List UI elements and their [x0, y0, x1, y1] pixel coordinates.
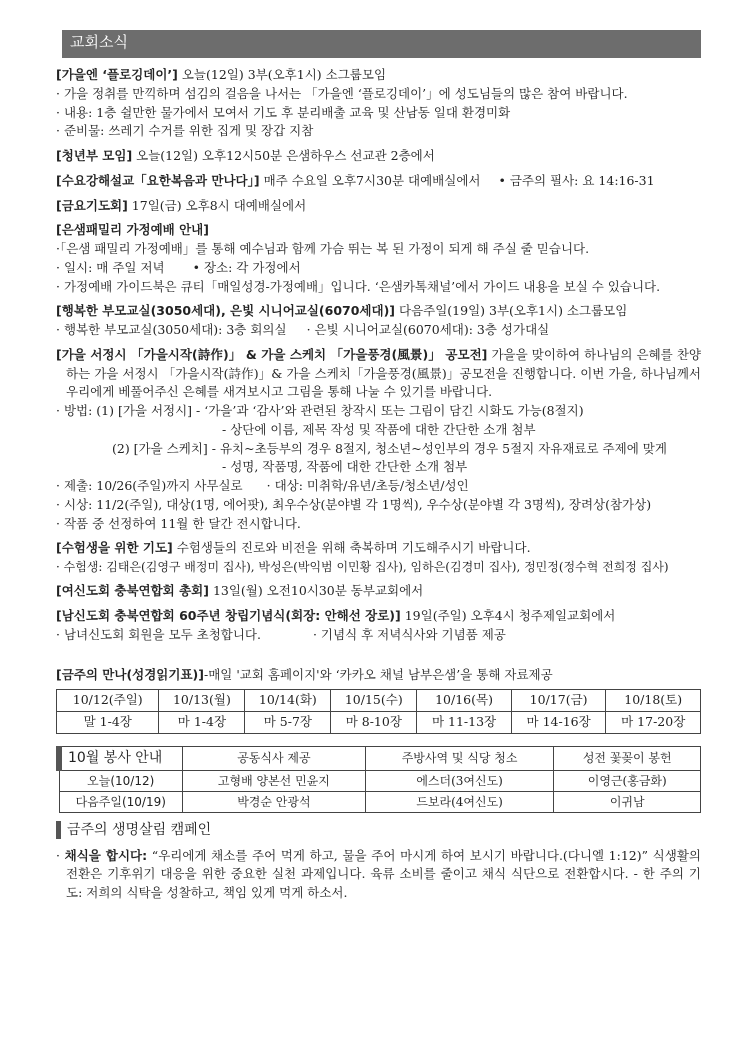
notice-text: 19일(주일) 오후4시 청주제일교회에서	[400, 607, 616, 623]
notice-title: [가을엔 ‘플로깅데이’]	[56, 67, 178, 82]
notice-text: 매주 수요일 오후7시30분 대예배실에서	[259, 172, 481, 188]
table-cell: 마 14-16장	[511, 711, 606, 733]
table-cell: 고형배 양본선 민윤지	[183, 770, 366, 791]
bullet-item: · 작품 중 선정하여 11월 한 달간 전시합니다.	[56, 515, 301, 531]
table-cell: 이귀남	[554, 791, 701, 812]
notice-text: 오늘(12일) 오후12시50분 은샘하우스 선교관 2층에서	[132, 148, 435, 163]
notice-wednesday	[56, 172, 701, 191]
notice-parents-seniors	[56, 302, 701, 340]
table-cell: 이영근(홍금화)	[554, 770, 701, 791]
bullet-subitem: (2) [가을 스케치] - 유치~초등부의 경우 8절지, 청소년~성인부의 경우 5절지 자유재료로 주제에 맞게	[112, 440, 667, 456]
table-cell: 다음주일(10/19)	[59, 791, 183, 812]
reading-title: [금주의 만나(성경읽기표)]	[56, 667, 204, 683]
table-header-cell: 주방사역 및 식당 청소	[365, 746, 554, 770]
notice-men-anniversary	[56, 607, 701, 645]
notice-title: [수요강해설교「요한복음과 만나다」]	[56, 172, 260, 188]
table-cell: 마 11-13장	[417, 711, 512, 733]
bullet-item: · 방법: (1) [가을 서정시] - ‘가을’과 ‘감사’와 관련된 창작시 또는 그림이 담긴 시화도 가능(8절지)	[56, 403, 584, 418]
bullet-subitem: - 상단에 이름, 제목 작성 및 작품에 대한 간단한 소개 첨부	[222, 421, 536, 437]
notice-text: 13일(월) 오전10시30분 동부교회에서	[208, 583, 424, 598]
campaign-lead: 채식을 합시다:	[64, 847, 148, 863]
reading-plan	[56, 666, 701, 733]
bullet-subitem: - 성명, 작품명, 작품에 대한 간단한 소개 첨부	[222, 459, 468, 475]
notice-title: [가을 서정시 「가을시작(詩作)」 & 가을 스케치 「가을풍경(風景)」 공모전]	[56, 346, 488, 362]
notice-text: 17일(금) 오후8시 대예배실에서	[127, 197, 307, 213]
bullet-item: · 준비물: 쓰레기 수거를 위한 집게 및 장갑 지참	[56, 123, 314, 139]
bullet-item: · 시상: 11/2(주일), 대상(1명, 에어팟), 최우수상(분야별 각 1명씩), 우수상(분야별 각 3명씩), 장려상(참가상)	[56, 496, 652, 512]
notice-text: 다음주일(19일) 3부(오후1시) 소그룹모임	[395, 303, 628, 319]
notice-title: [행복한 부모교실(3050세대), 은빛 시니어교실(6070세대)]	[56, 303, 396, 319]
notice-title: [금요기도회]	[56, 197, 128, 213]
notice-text: 오늘(12일) 3부(오후1시) 소그룹모임	[177, 67, 387, 82]
table-cell: 10/18(토)	[606, 690, 701, 712]
table-cell: 마 8-10장	[331, 711, 417, 733]
table-cell: 10/13(월)	[159, 690, 245, 712]
notice-plogging	[56, 66, 701, 141]
table-header-cell: 성전 꽃꽂이 봉헌	[554, 746, 701, 770]
notice-text: 수험생들의 진로와 비전을 위해 축복하며 기도해주시기 바랍니다.	[172, 540, 531, 556]
table-cell: 드보라(4여신도)	[365, 791, 554, 812]
service-table	[56, 746, 701, 813]
table-cell: 마 17-20장	[606, 711, 701, 733]
bullet-item: · 남녀신도회 회원을 모두 초청합니다. · 기념식 후 저녁식사와 기념품 제공	[56, 626, 506, 642]
table-cell: 박경순 안광석	[183, 791, 366, 812]
campaign-title: 금주의 생명살림 캠페인	[56, 821, 701, 839]
bullet-item: · 행복한 부모교실(3050세대): 3층 회의실 · 은빛 시니어교실(6070세대): 3층 성가대실	[56, 322, 550, 337]
bullet-item: · 내용: 1층 쉴만한 물가에서 모여서 기도 후 분리배출 교육 및 산남동 일대 환경미화	[56, 104, 511, 120]
table-header-cell: 공동식사 제공	[183, 746, 366, 770]
notice-friday	[56, 197, 701, 216]
table-cell: 마 1-4장	[159, 711, 245, 733]
service-header-row	[59, 746, 701, 770]
table-cell: 10/12(주일)	[57, 690, 159, 712]
reading-date-row	[57, 690, 701, 712]
table-cell: 10/16(목)	[417, 690, 512, 712]
notice-family-worship	[56, 221, 701, 296]
table-cell: 마 5-7장	[245, 711, 331, 733]
bullet-item: · 제출: 10/26(주일)까지 사무실로 · 대상: 미취학/유년/초등/청소년/성인	[56, 478, 469, 493]
campaign-body: “우리에게 채소를 주어 먹게 하고, 물을 주어 마시게 하여 보시기 바랍니다.(다니엘 1:12)” 식생활의 전환은 기후위기 대응을 위한 중요한 실천 과제입니다. 육류 소비를 줄이고 채식 식단으로 전환합시다. - 한 주의 기도: 저희의 식탁을 성찰하고, 책임 있게 먹게 하소서.	[66, 847, 701, 900]
notice-title: [수험생을 위한 기도]	[56, 540, 173, 556]
table-cell: 10/15(수)	[331, 690, 417, 712]
bullet-item: · 가정예배 가이드북은 큐티「매일성경-가정예배」입니다. ‘은샘카톡채널’에서 가이드 내용을 보실 수 있습니다.	[56, 278, 661, 294]
table-cell: 오늘(10/12)	[59, 770, 183, 791]
service-title: 10월 봉사 안내	[59, 746, 183, 770]
table-cell: 10/17(금)	[511, 690, 606, 712]
table-row	[59, 770, 701, 791]
notice-extra: • 금주의 필사: 요 14:16-31	[498, 172, 655, 188]
notice-title: [은샘패밀리 가정예배 안내]	[56, 222, 209, 238]
notice-exam-prayer	[56, 539, 701, 576]
table-cell: 말 1-4장	[57, 711, 159, 733]
table-row	[59, 791, 701, 812]
table-cell: 에스더(3여신도)	[365, 770, 554, 791]
reading-table	[56, 689, 701, 734]
reading-subtitle: -매일 '교회 홈페이지'와 ‘카카오 채널 남부은샘’을 통해 자료제공	[203, 667, 553, 683]
notice-title: [남신도회 충북연합회 60주년 창립기념식(회장: 안해선 장로)]	[56, 607, 401, 623]
notice-title: [청년부 모임]	[56, 148, 133, 163]
bullet-item: ·「은샘 패밀리 가정예배」를 통해 예수님과 함께 가슴 뛰는 복 된 가정이 되게 해 주실 줄 믿습니다.	[56, 241, 590, 256]
campaign-text: · 채식을 합시다: “우리에게 채소를 주어 먹게 하고, 물을 주어 마시게 하여 보시기 바랍니다.(다니엘 1:12)” 식생활의 전환은 기후위기 대응을 위한 중요한 실천 과제입니다. 육류 소비를 줄이고 채식 식단으로 전환합시다. - 한 주의 기도: 저희의 식탁을 성찰하고, 책임 있게 먹게 하소서.	[56, 847, 701, 900]
notice-youth	[56, 147, 701, 166]
notice-contest	[56, 346, 701, 534]
table-cell: 10/14(화)	[245, 690, 331, 712]
bullet-item: · 수험생: 김태은(김영구 배정미 집사), 박성은(박익범 이민황 집사), 임하은(김경미 집사), 정민정(정수혁 전희정 집사)	[56, 560, 669, 574]
notice-women-assembly	[56, 582, 701, 601]
notice-title: [여신도회 충북연합회 총회]	[56, 583, 209, 598]
notice-text: 가을을 맞이하여 하나님의 은혜를 찬양하는 가을 서정시 「가을시작(詩作)」& 가을 스케치「가을풍경(風景)」공모전을 진행합니다. 이번 가을, 하나님께서 우리에게 베풀어주신 은혜를 새겨보시고 그림을 통해 나눌 수 있기를 바랍니다.	[66, 346, 701, 400]
section-header: 교회소식	[62, 30, 701, 58]
bullet-item: · 가을 정취를 만끽하며 섬김의 걸음을 나서는 「가을엔 ‘플로깅데이’」에 성도님들의 많은 참여 바랍니다.	[56, 85, 628, 101]
bullet-item: · 일시: 매 주일 저녁 • 장소: 각 가정에서	[56, 259, 301, 275]
reading-chapter-row	[57, 711, 701, 733]
